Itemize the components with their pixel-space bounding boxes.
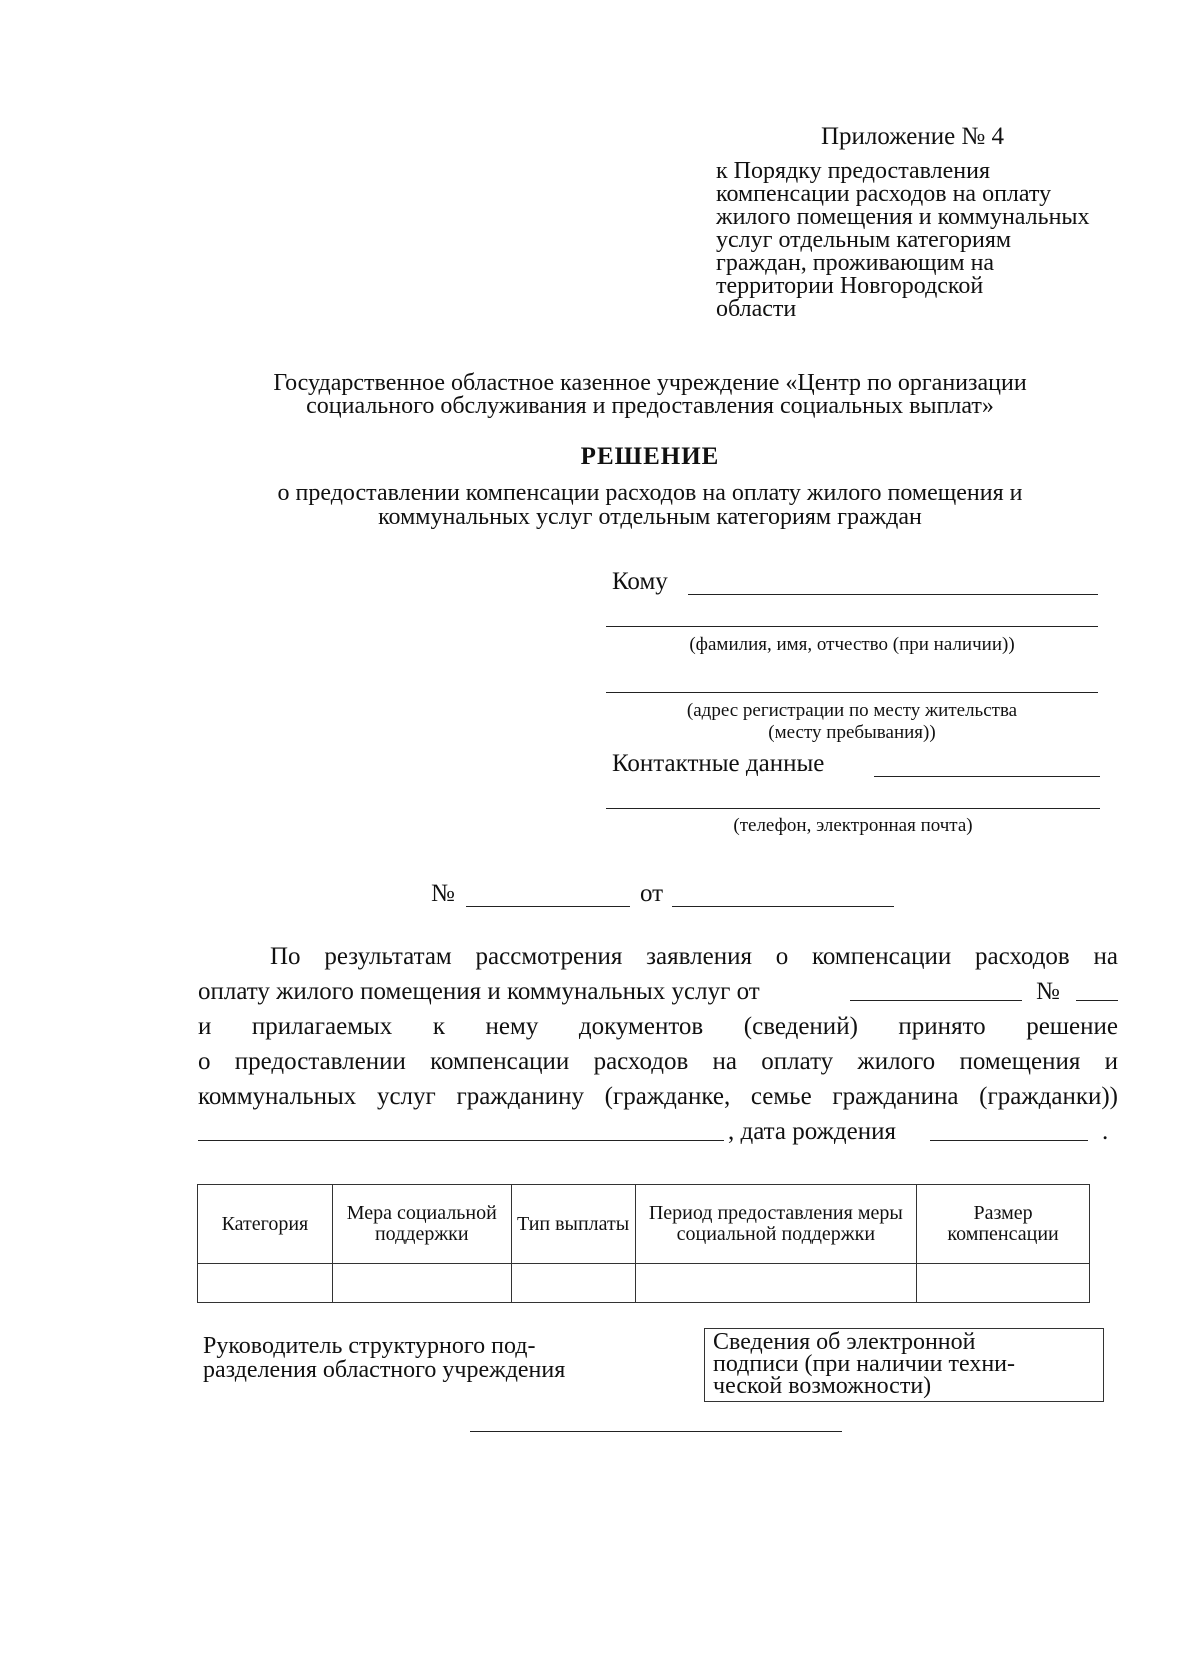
paragraph-line: По результатам рассмотрения заявления о компенсации расходов на — [270, 943, 1118, 970]
decision-number-field[interactable] — [466, 906, 630, 907]
contacts-label: Контактные данные — [612, 750, 825, 777]
decision-date-field[interactable] — [672, 906, 894, 907]
head-line: Руководитель структурного под- — [203, 1333, 536, 1359]
signature-field[interactable] — [470, 1431, 842, 1432]
column-header: Период предоставления меры социальной поддержки — [635, 1185, 917, 1264]
column-header: Категория — [198, 1185, 333, 1264]
esign-line: Сведения об электронной — [713, 1329, 976, 1355]
recipient-name-field[interactable] — [606, 626, 1098, 627]
head-line: разделения областного учреждения — [203, 1357, 566, 1383]
application-date-field[interactable] — [850, 1000, 1022, 1001]
organization-line: социального обслуживания и предоставления социальных выплат» — [306, 393, 994, 419]
document-title: РЕШЕНИЕ — [580, 443, 720, 470]
birth-date-field[interactable] — [930, 1140, 1088, 1141]
paragraph-line: о предоставлении компенсации расходов на оплату жилого помещения и — [198, 1048, 1118, 1075]
contacts-hint: (телефон, электронная почта) — [733, 815, 973, 836]
paragraph-line: , дата рождения . — [198, 1114, 1118, 1149]
appendix-line: компенсации расходов на оплату — [716, 181, 1052, 207]
address-hint-line: (адрес регистрации по месту жительства — [686, 700, 1018, 721]
table-cell[interactable] — [198, 1264, 333, 1303]
column-header: Размер компенсации — [917, 1185, 1090, 1264]
column-header: Тип выплаты — [511, 1185, 635, 1264]
contacts-field-line2[interactable] — [606, 808, 1100, 809]
appendix-line: к Порядку предоставления — [716, 158, 991, 184]
name-hint: (фамилия, имя, отчество (при наличии)) — [689, 634, 1015, 655]
appendix-line: жилого помещения и коммунальных — [716, 204, 1090, 230]
appendix-reference — [716, 160, 1136, 321]
table-cell[interactable] — [332, 1264, 511, 1303]
head-of-department — [203, 1334, 623, 1382]
decision-paragraph — [198, 939, 1118, 1149]
application-number-field[interactable] — [1076, 1000, 1118, 1001]
appendix-line: области — [716, 296, 797, 322]
organization-line: Государственное областное казенное учреждение «Центр по организации — [273, 370, 1027, 396]
column-header: Мера социальной поддержки — [332, 1185, 511, 1264]
appendix-line: услуг отдельным категориям — [716, 227, 1012, 253]
compensation-table — [197, 1184, 1090, 1303]
paragraph-line: коммунальных услуг гражданину (гражданке, семье гражданина (гражданки)) — [198, 1083, 1118, 1110]
subtitle-line: коммунальных услуг отдельным категориям граждан — [378, 504, 922, 530]
address-field[interactable] — [606, 692, 1098, 693]
paragraph-line: оплату жилого помещения и коммунальных услуг от № — [198, 974, 1118, 1009]
esign-line: ческой возможности) — [713, 1373, 932, 1399]
contacts-field[interactable] — [874, 776, 1100, 777]
electronic-signature-box — [704, 1328, 1104, 1402]
table-cell[interactable] — [917, 1264, 1090, 1303]
organization-name — [150, 372, 1150, 418]
table-header-row — [198, 1185, 1090, 1264]
number-label: № — [431, 880, 455, 907]
table-row — [198, 1264, 1090, 1303]
paragraph-line: и прилагаемых к нему документов (сведений) принято решение — [198, 1013, 1118, 1040]
address-hint-line: (месту пребывания)) — [768, 722, 936, 743]
esign-line: подписи (при наличии техни- — [713, 1351, 1016, 1377]
table-cell[interactable] — [511, 1264, 635, 1303]
appendix-line: граждан, проживающим на — [716, 250, 995, 276]
appendix-line: территории Новгородской — [716, 273, 984, 299]
from-label: от — [640, 880, 664, 907]
citizen-name-field[interactable] — [198, 1140, 724, 1141]
address-hint — [606, 700, 1098, 744]
table-cell[interactable] — [635, 1264, 917, 1303]
to-label: Кому — [612, 568, 668, 595]
subtitle-line: о предоставлении компенсации расходов на оплату жилого помещения и — [277, 480, 1023, 506]
recipient-field[interactable] — [688, 594, 1098, 595]
appendix-title: Приложение № 4 — [821, 123, 1005, 150]
document-subtitle — [150, 481, 1150, 529]
